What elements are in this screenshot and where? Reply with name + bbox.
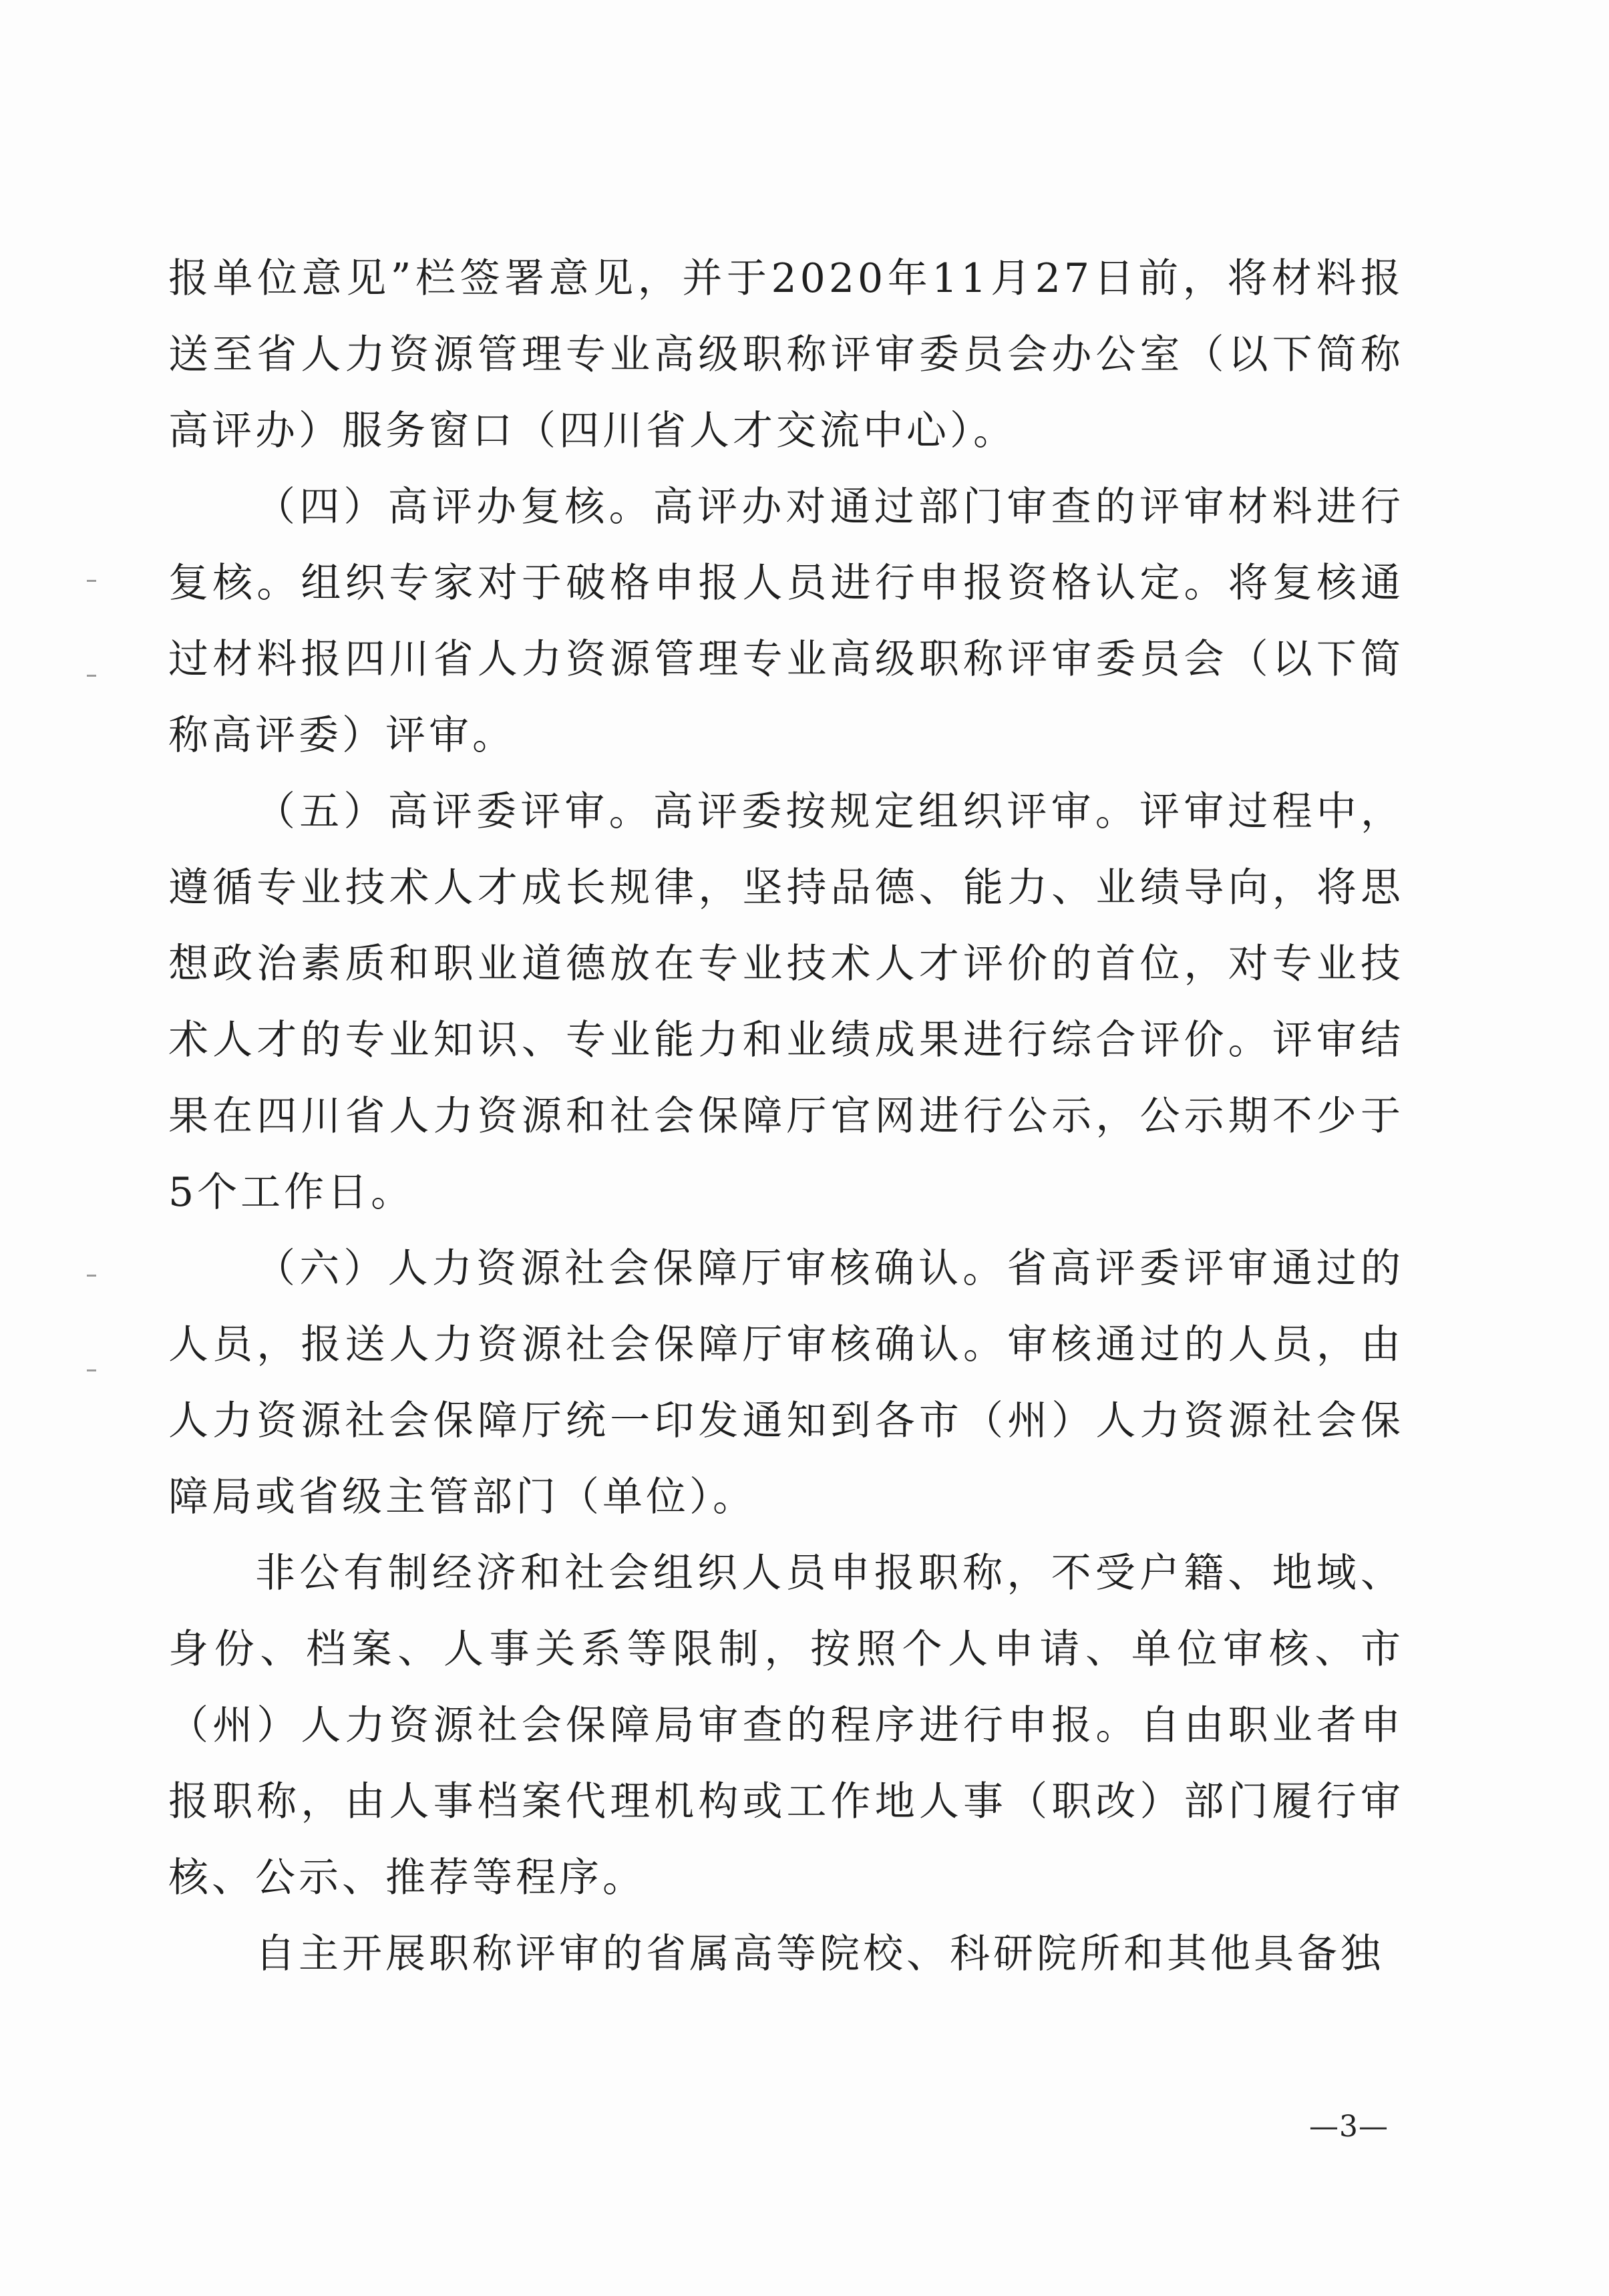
paragraph-department-confirmation: （六）人力资源社会保障厅审核确认。省高评委评审通过的人员，报送人力资源社会保障厅审核确认。审核通过的人员，由人力资源社会保障厅统一印发通知到各市（州）人力资源社会保障局或省级主管部门（单位）。 bbox=[168, 1245, 1404, 1520]
paragraph-submission-deadline: 报单位意见”栏签署意见，并于2020年11月27日前，将材料报送至省人力资源管理专业高级职称评审委员会办公室（以下简称高评办）服务窗口（四川省人才交流中心）。 bbox=[168, 255, 1404, 454]
scan-margin-mark bbox=[87, 1369, 96, 1371]
paragraph-committee-review: （五）高评委评审。高评委按规定组织评审。评审过程中，遵循专业技术人才成长规律，坚持品德、能力、业绩导向，将思想政治素质和职业道德放在专业技术人才评价的首位，对专业技术人才的专业知识、专业能力和业绩成果进行综合评价。评审结果在四川省人力资源和社会保障厅官网进行公示，公示期不少于5个工作日。 bbox=[168, 788, 1404, 1216]
scan-margin-mark bbox=[87, 580, 96, 582]
paragraph-review-office-check: （四）高评办复核。高评办对通过部门审查的评审材料进行复核。组织专家对于破格申报人员进行申报资格认定。将复核通过材料报四川省人力资源管理专业高级职称评审委员会（以下简称高评委）评审。 bbox=[168, 484, 1404, 759]
paragraph-autonomous-institutions: 自主开展职称评审的省属高等院校、科研院所和其他具备独 bbox=[255, 1931, 1384, 1977]
paragraph-non-public-applicants: 非公有制经济和社会组织人员申报职称，不受户籍、地域、身份、档案、人事关系等限制，按照个人申请、单位审核、市（州）人力资源社会保障局审查的程序进行申报。自由职业者申报职称，由人事档案代理机构或工作地人事（职改）部门履行审核、公示、推荐等程序。 bbox=[168, 1550, 1404, 1901]
page-number: —3— bbox=[1309, 2110, 1389, 2144]
scan-margin-mark bbox=[87, 675, 96, 677]
scan-margin-mark bbox=[87, 1275, 96, 1277]
document-body bbox=[168, 240, 1404, 1992]
